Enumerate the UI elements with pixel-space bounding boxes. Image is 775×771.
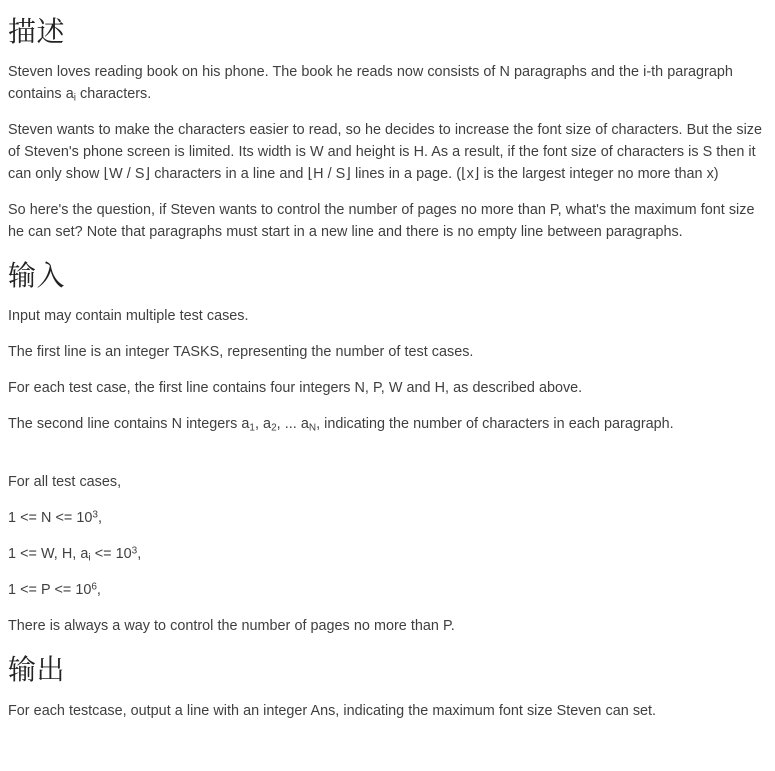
subscript: i	[73, 92, 76, 104]
section-description	[8, 16, 767, 243]
text-run: For each test case, the first line contains four integers N, P, W and H, as described above.	[8, 380, 583, 397]
text-run: , a	[254, 416, 272, 433]
text-run: For all test cases,	[8, 474, 122, 491]
text-run: characters.	[75, 86, 152, 103]
problem-statement-page	[0, 16, 775, 722]
subscript: 2	[271, 422, 277, 434]
paragraph-in-p9	[8, 615, 765, 637]
text-run: ,	[137, 546, 142, 563]
paragraph-in-p3	[8, 377, 765, 399]
text-run: Steven loves reading book on his phone. The book he reads now consists of N paragraphs and the i-th paragraph contains a	[8, 64, 733, 103]
text-run: The second line contains N integers a	[8, 416, 250, 433]
paragraph-in-p4	[8, 413, 765, 435]
text-run: The first line is an integer TASKS, representing the number of test cases.	[8, 344, 474, 361]
paragraph-in-p7	[8, 543, 765, 565]
text-run: For each testcase, output a line with an integer Ans, indicating the maximum font size Steven can set.	[8, 702, 657, 719]
paragraph-in-p1	[8, 305, 765, 327]
subscript: 1	[249, 422, 255, 434]
paragraph-in-p2	[8, 341, 765, 363]
superscript: 3	[92, 509, 98, 521]
text-run: , ... a	[276, 416, 309, 433]
text-run: 1 <= W, H, a	[8, 546, 89, 563]
paragraph-desc-p3	[8, 199, 765, 243]
text-run: <= 10	[90, 546, 132, 563]
blank-line	[8, 449, 767, 471]
section-heading-output: 输出	[8, 654, 66, 686]
text-run: Steven wants to make the characters easier to read, so he decides to increase the font size of characters. But the size of Steven's phone screen is limited. Its width is W and height is H. As a result, if the font size of characters is S then it can only show ⌊W / S⌋ characters in a line and ⌊H / S⌋ lines in a page. (⌊x⌋ is the largest integer no more than x)	[8, 122, 763, 183]
text-run: So here's the question, if Steven wants to control the number of pages no more than P, what's the maximum font size he can set? Note that paragraphs must start in a new line and there is no empty line between paragraphs.	[8, 202, 755, 241]
text-run: ,	[96, 582, 101, 599]
paragraph-desc-p1	[8, 61, 765, 105]
subscript: i	[88, 552, 91, 564]
paragraph-out-p1	[8, 700, 765, 722]
paragraph-in-p8	[8, 579, 765, 601]
text-run: ,	[97, 510, 102, 527]
section-input	[8, 260, 767, 637]
text-run: There is always a way to control the number of pages no more than P.	[8, 618, 455, 635]
superscript: 6	[91, 581, 97, 593]
subscript: N	[308, 422, 317, 434]
paragraph-in-p6	[8, 507, 765, 529]
text-run: Input may contain multiple test cases.	[8, 308, 249, 325]
text-run: 1 <= P <= 10	[8, 582, 92, 599]
text-run: 1 <= N <= 10	[8, 510, 93, 527]
section-output	[8, 654, 767, 721]
section-heading-input: 输入	[8, 260, 66, 292]
paragraph-desc-p2	[8, 119, 765, 185]
section-heading-description: 描述	[8, 16, 66, 47]
paragraph-in-p5	[8, 471, 765, 493]
text-run: , indicating the number of characters in each paragraph.	[316, 416, 674, 433]
superscript: 3	[131, 545, 138, 557]
